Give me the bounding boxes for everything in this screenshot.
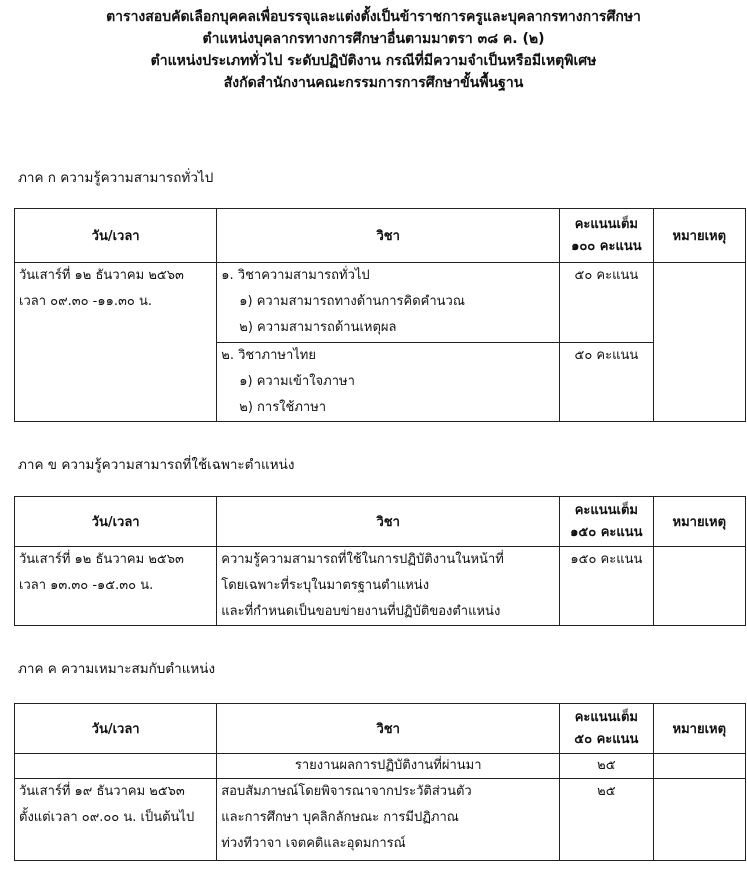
table-header-row <box>15 209 746 263</box>
note-cell <box>653 779 745 861</box>
table-row <box>15 754 746 779</box>
score-cell: ๒๕ <box>560 754 653 779</box>
column-header-note: หมายเหตุ <box>653 704 745 754</box>
section-b-table <box>14 496 746 626</box>
section-c-table <box>14 703 746 861</box>
section-a-table <box>14 208 746 422</box>
table-row <box>15 779 746 861</box>
table-row <box>15 547 746 626</box>
column-header-subject: วิชา <box>217 497 560 547</box>
subject-cell: ความรู้ความสามารถที่ใช้ในการปฏิบัติงานในหน้าที่ โดยเฉพาะที่ระบุในมาตรฐานตำแหน่ง และที่กำหนดเป็นขอบข่ายงานที่ปฏิบัติของตำแหน่ง <box>217 547 560 626</box>
document-title-block <box>0 6 747 94</box>
column-header-note: หมายเหตุ <box>653 209 745 263</box>
column-header-date: วัน/เวลา <box>15 209 217 263</box>
table-header-row <box>15 704 746 754</box>
section-b-label: ภาค ข ความรู้ความสามารถที่ใช้เฉพาะตำแหน่ง <box>18 457 295 473</box>
title-line-3: ตำแหน่งประเภททั่วไป ระดับปฏิบัติงาน กรณีที่มีความจำเป็นหรือมีเหตุพิเศษ <box>150 53 597 69</box>
column-header-score: คะแนนเต็ม ๑๕๐ คะแนน <box>560 497 653 547</box>
column-header-subject: วิชา <box>217 704 560 754</box>
section-a-label: ภาค ก ความรู้ความสามารถทั่วไป <box>18 170 214 186</box>
score-cell: ๒๕ <box>560 779 653 861</box>
note-cell <box>653 754 745 779</box>
column-header-date: วัน/เวลา <box>15 497 217 547</box>
date-cell: วันเสาร์ที่ ๑๒ ธันวาคม ๒๕๖๓ เวลา ๑๓.๓๐ -๑๕.๓๐ น. <box>15 547 217 626</box>
score-cell: ๕๐ คะแนน <box>560 343 653 422</box>
title-line-2: ตำแหน่งบุคลากรทางการศึกษาอื่นตามมาตรา ๓๘ ค. (๒) <box>202 31 545 47</box>
score-cell: ๑๕๐ คะแนน <box>560 547 653 626</box>
title-line-1: ตารางสอบคัดเลือกบุคคลเพื่อบรรจุและแต่งตั้งเป็นข้าราชการครูและบุคลากรทางการศึกษา <box>106 9 641 25</box>
column-header-date: วัน/เวลา <box>15 704 217 754</box>
date-cell: วันเสาร์ที่ ๑๒ ธันวาคม ๒๕๖๓ เวลา ๐๙.๓๐ -๑๑.๓๐ น. <box>15 263 217 422</box>
section-c-label: ภาค ค ความเหมาะสมกับตำแหน่ง <box>18 661 216 677</box>
column-header-score: คะแนนเต็ม ๕๐ คะแนน <box>560 704 653 754</box>
note-cell <box>653 547 745 626</box>
column-header-note: หมายเหตุ <box>653 497 745 547</box>
column-header-score: คะแนนเต็ม ๑๐๐ คะแนน <box>560 209 653 263</box>
column-header-subject: วิชา <box>217 209 560 263</box>
score-cell: ๕๐ คะแนน <box>560 263 653 343</box>
table-row <box>15 263 746 343</box>
date-cell: วันเสาร์ที่ ๑๙ ธันวาคม ๒๕๖๓ ตั้งแต่เวลา ๐๙.๐๐ น. เป็นต้นไป <box>15 779 217 861</box>
note-cell <box>653 263 745 422</box>
title-line-4: สังกัดสำนักงานคณะกรรมการการศึกษาขั้นพื้นฐาน <box>223 75 524 91</box>
subject-cell: ๒. วิชาภาษาไทย ๑) ความเข้าใจภาษา ๒) การใช้ภาษา <box>217 343 560 422</box>
table-header-row <box>15 497 746 547</box>
subject-cell: สอบสัมภาษณ์โดยพิจารณาจากประวัติส่วนตัว และการศึกษา บุคลิกลักษณะ การมีปฏิภาณ ท่วงทีวาจา เจตคติและอุดมการณ์ <box>217 779 560 861</box>
subject-cell: ๑. วิชาความสามารถทั่วไป ๑) ความสามารถทางด้านการคิดคำนวณ ๒) ความสามารถด้านเหตุผล <box>217 263 560 343</box>
report-row-label: รายงานผลการปฏิบัติงานที่ผ่านมา <box>217 754 560 779</box>
date-cell <box>15 754 217 779</box>
